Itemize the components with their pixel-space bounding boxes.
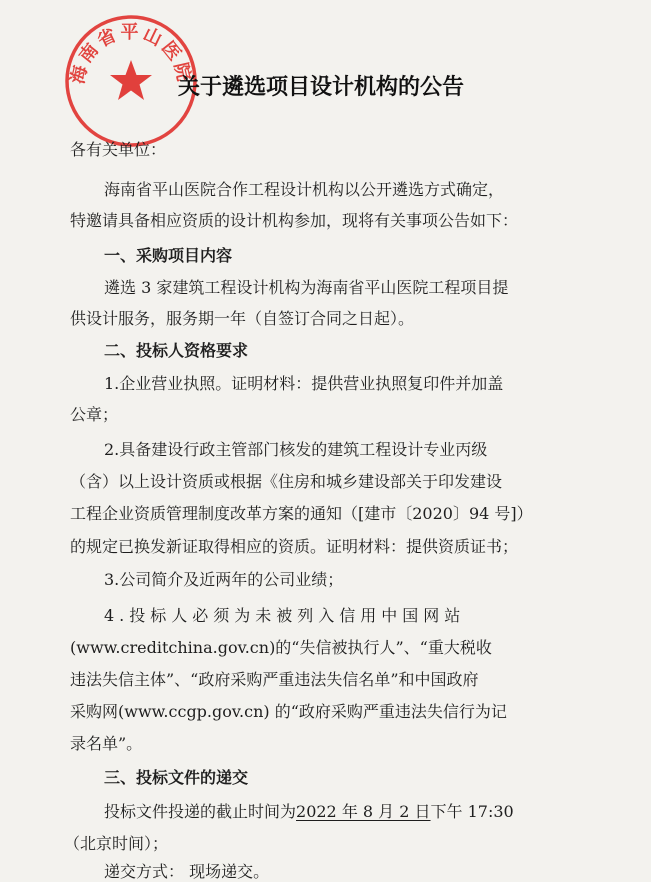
deadline-time: 下午 17:30 [430, 802, 514, 821]
deadline-line [104, 802, 514, 822]
section-2-heading: 二、投标人资格要求 [104, 341, 249, 360]
item-4-line-2: (www.creditchina.gov.cn)的“失信被执行人”、“重大税收 [70, 638, 492, 657]
item-4-line-1: 4.投标人必须为未被列入信用中国网站 [104, 606, 466, 625]
item-2-line-2: （含）以上设计资质或根据《住房和城乡建设部关于印发建设 [70, 472, 503, 491]
section-3-heading: 三、投标文件的递交 [104, 768, 249, 787]
item-3: 3.公司简介及近两年的公司业绩； [104, 570, 344, 589]
submission-method: 递交方式： 现场递交。 [104, 862, 270, 881]
seal-star-icon [110, 60, 152, 100]
greeting: 各有关单位： [70, 140, 167, 159]
intro-line-2: 特邀请具备相应资质的设计机构参加，现将有关事项公告如下： [70, 211, 519, 230]
section-1-line-2: 供设计服务，服务期一年（自签订合同之日起）。 [70, 309, 415, 328]
item-4-line-3: 违法失信主体”、“政府采购严重违法失信名单”和中国政府 [70, 670, 479, 689]
item-2-line-3: 工程企业资质管理制度改革方案的通知（[建市〔2020〕94 号]） [70, 504, 533, 523]
item-1-line-2: 公章； [70, 405, 119, 424]
item-4-line-5: 录名单”。 [70, 734, 143, 753]
section-1-heading: 一、采购项目内容 [104, 246, 233, 265]
item-1-line-1: 1.企业营业执照。证明材料：提供营业执照复印件并加盖 [104, 374, 504, 393]
intro-line-1: 海南省平山医院合作工程设计机构以公开遴选方式确定， [104, 180, 505, 199]
section-1-line-1: 遴选 3 家建筑工程设计机构为海南省平山医院工程项目提 [104, 278, 509, 297]
item-4-line-4: 采购网(www.ccgp.gov.cn) 的“政府采购严重违法失信行为记 [70, 702, 507, 721]
page-title: 关于遴选项目设计机构的公告 [178, 75, 465, 100]
item-2-line-4: 的规定已换发新证取得相应的资质。证明材料：提供资质证书； [70, 537, 519, 556]
seal-text: 海南省平山医院 [67, 22, 195, 86]
deadline-prefix: 投标文件投递的截止时间为 [104, 802, 297, 821]
item-2-line-1: 2.具备建设行政主管部门核发的建筑工程设计专业丙级 [104, 440, 488, 459]
deadline-date: 2022 年 8 月 2 日 [296, 802, 431, 821]
deadline-timezone: （北京时间）； [64, 834, 169, 853]
